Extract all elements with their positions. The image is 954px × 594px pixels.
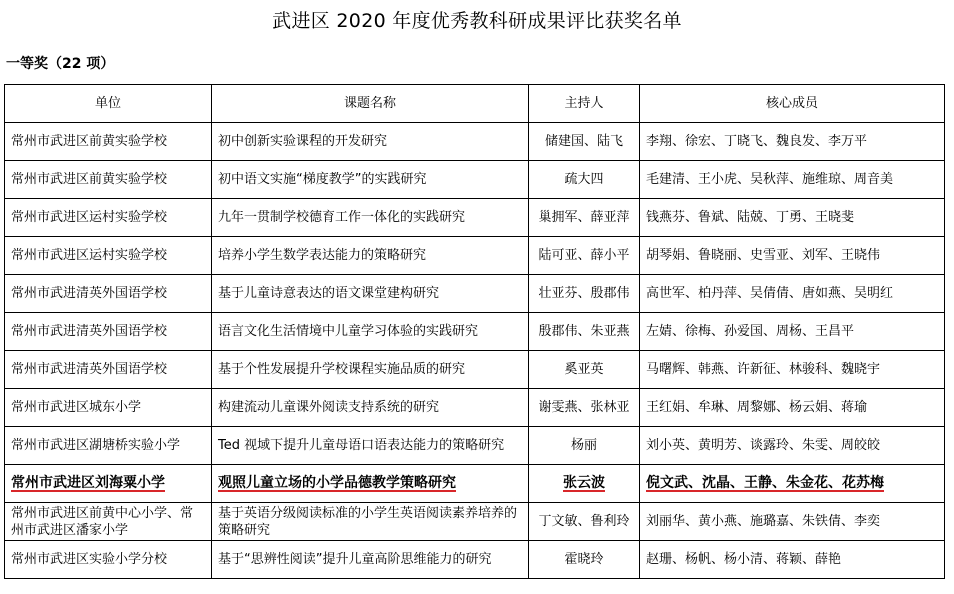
topic-cell: 基于“思辨性阅读”提升儿童高阶思维能力的研究	[212, 541, 529, 579]
unit-cell: 常州市武进区运村实验学校	[5, 237, 212, 275]
header-topic: 课题名称	[212, 85, 529, 123]
members-cell: 高世军、柏丹萍、吴倩倩、唐如燕、吴明红	[640, 275, 945, 313]
unit-cell: 常州市武进区运村实验学校	[5, 199, 212, 237]
unit-cell: 常州市武进区前黄实验学校	[5, 123, 212, 161]
table-row	[5, 427, 945, 465]
table-row	[5, 465, 945, 503]
topic-cell: 培养小学生数学表达能力的策略研究	[212, 237, 529, 275]
table-row	[5, 503, 945, 541]
host-cell: 壮亚芬、殷郡伟	[529, 275, 640, 313]
unit-cell: 常州市武进清英外国语学校	[5, 351, 212, 389]
members-cell: 刘丽华、黄小燕、施璐嘉、朱铁倩、李奕	[640, 503, 945, 541]
topic-cell: 基于英语分级阅读标准的小学生英语阅读素养培养的策略研究	[212, 503, 529, 541]
members-cell: 钱燕芬、鲁斌、陆兢、丁勇、王晓斐	[640, 199, 945, 237]
members-cell: 倪文武、沈晶、王静、朱金花、花苏梅	[640, 465, 945, 503]
members-cell: 左婧、徐梅、孙爱国、周杨、王昌平	[640, 313, 945, 351]
table-row	[5, 351, 945, 389]
table-row	[5, 313, 945, 351]
members-cell: 胡琴娟、鲁晓丽、史雪亚、刘军、王晓伟	[640, 237, 945, 275]
host-cell: 张云波	[529, 465, 640, 503]
host-cell: 丁文敏、鲁利玲	[529, 503, 640, 541]
topic-cell: Ted 视域下提升儿童母语口语表达能力的策略研究	[212, 427, 529, 465]
members-cell: 刘小英、黄明芳、谈露玲、朱雯、周皎皎	[640, 427, 945, 465]
table-row	[5, 541, 945, 579]
host-cell: 巢拥军、薛亚萍	[529, 199, 640, 237]
unit-cell: 常州市武进区湖塘桥实验小学	[5, 427, 212, 465]
table-header-row	[5, 85, 945, 123]
header-unit: 单位	[5, 85, 212, 123]
table-row	[5, 161, 945, 199]
unit-cell: 常州市武进区刘海粟小学	[5, 465, 212, 503]
header-host: 主持人	[529, 85, 640, 123]
host-cell: 霍晓玲	[529, 541, 640, 579]
table-row	[5, 275, 945, 313]
host-cell: 奚亚英	[529, 351, 640, 389]
topic-cell: 九年一贯制学校德育工作一体化的实践研究	[212, 199, 529, 237]
unit-cell: 常州市武进区前黄中心小学、常州市武进区潘家小学	[5, 503, 212, 541]
unit-cell: 常州市武进区城东小学	[5, 389, 212, 427]
host-cell: 谢雯燕、张林亚	[529, 389, 640, 427]
host-cell: 殷郡伟、朱亚燕	[529, 313, 640, 351]
topic-cell: 初中语文实施“梯度教学”的实践研究	[212, 161, 529, 199]
table-row	[5, 123, 945, 161]
topic-cell: 基于儿童诗意表达的语文课堂建构研究	[212, 275, 529, 313]
table-body	[5, 123, 945, 579]
award-table	[4, 84, 945, 579]
topic-cell: 构建流动儿童课外阅读支持系统的研究	[212, 389, 529, 427]
host-cell: 陆可亚、薛小平	[529, 237, 640, 275]
table-row	[5, 237, 945, 275]
topic-cell: 观照儿童立场的小学品德教学策略研究	[212, 465, 529, 503]
topic-cell: 初中创新实验课程的开发研究	[212, 123, 529, 161]
header-members: 核心成员	[640, 85, 945, 123]
unit-cell: 常州市武进区实验小学分校	[5, 541, 212, 579]
members-cell: 李翔、徐宏、丁晓飞、魏良发、李万平	[640, 123, 945, 161]
host-cell: 储建国、陆飞	[529, 123, 640, 161]
table-row	[5, 199, 945, 237]
topic-cell: 语言文化生活情境中儿童学习体验的实践研究	[212, 313, 529, 351]
table-row	[5, 389, 945, 427]
unit-cell: 常州市武进区前黄实验学校	[5, 161, 212, 199]
unit-cell: 常州市武进清英外国语学校	[5, 313, 212, 351]
host-cell: 杨丽	[529, 427, 640, 465]
members-cell: 王红娟、牟琳、周黎娜、杨云娟、蒋瑜	[640, 389, 945, 427]
unit-cell: 常州市武进清英外国语学校	[5, 275, 212, 313]
members-cell: 毛建清、王小虎、吴秋萍、施维琼、周音美	[640, 161, 945, 199]
section-heading: 一等奖（22 项）	[6, 56, 115, 72]
members-cell: 马曙辉、韩燕、许新征、林骏科、魏晓宇	[640, 351, 945, 389]
members-cell: 赵珊、杨帆、杨小清、蒋颖、薛艳	[640, 541, 945, 579]
document-title: 武进区 2020 年度优秀教科研成果评比获奖名单	[272, 10, 682, 32]
topic-cell: 基于个性发展提升学校课程实施品质的研究	[212, 351, 529, 389]
host-cell: 疏大四	[529, 161, 640, 199]
